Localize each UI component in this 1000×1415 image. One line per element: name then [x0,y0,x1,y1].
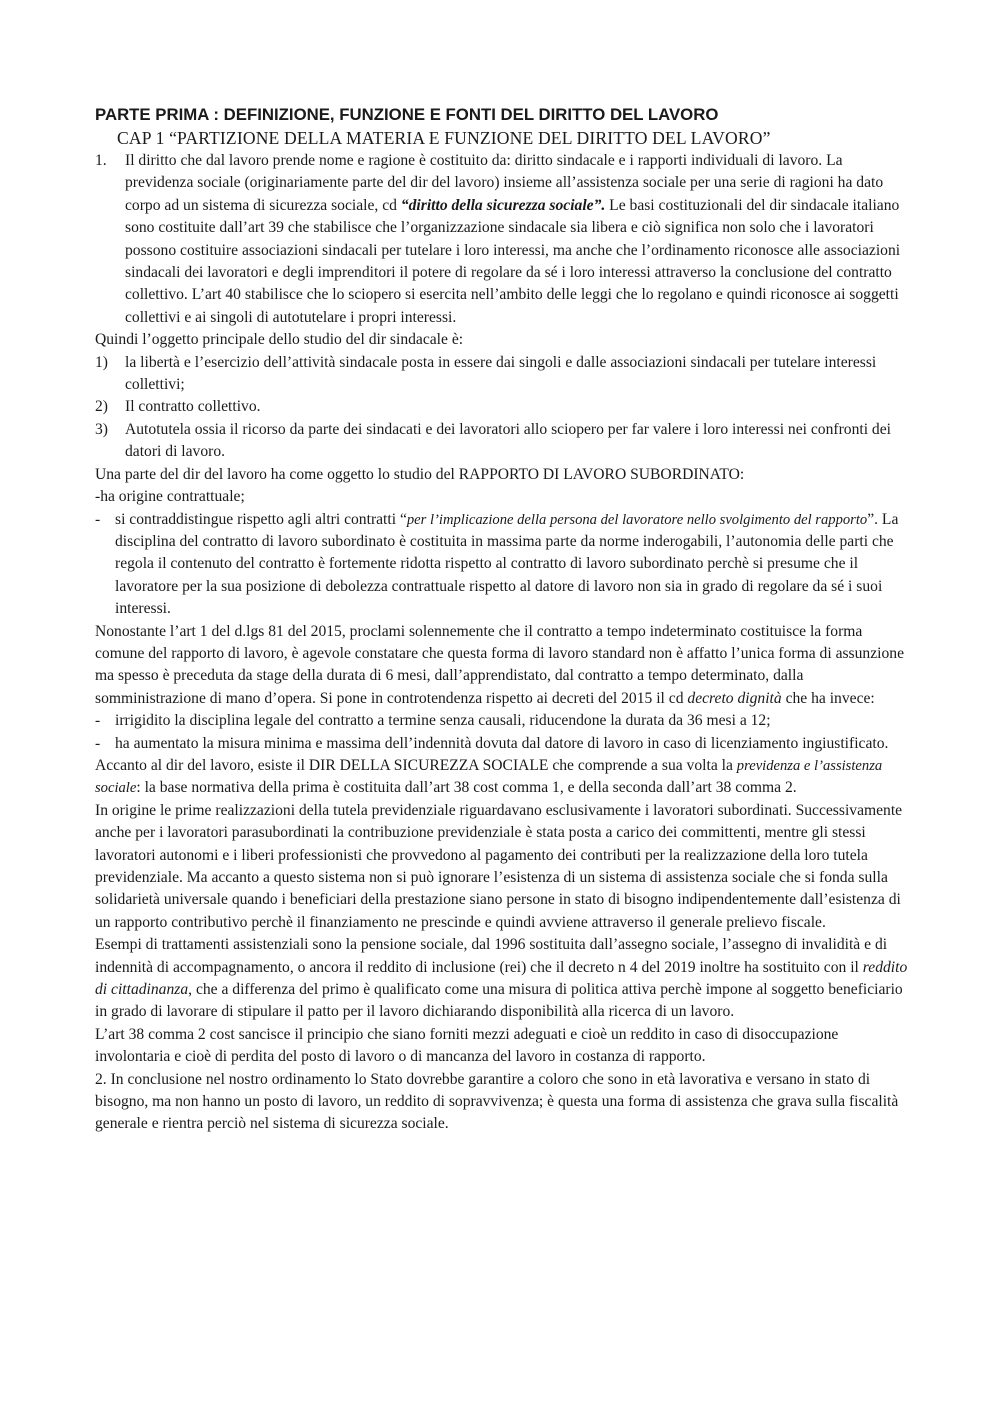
italic-term: previdenza e l’assistenza sociale [95,757,883,797]
paragraph-number: 1. [95,152,107,169]
italic-quote: per l’implicazione della persona del lavoratore nello svolgimento del rapporto [406,511,868,528]
text-run: che ha invece: [781,689,875,707]
paragraph-body [125,150,913,329]
paragraph: 2. In conclusione nel nostro ordinamento lo Stato dovrebbe garantire a coloro che sono in età lavorativa e versano in stato di bisogno, ma non hanno un posto di lavoro, un reddito di sopravvivenza; è questa una forma di assistenza che grava sulla fiscalità generale e rientra perciò nel sistema di sicurezza sociale. [95,1070,899,1133]
dash-item-text: ha aumentato la misura minima e massima dell’indennità dovuta dal datore di lavoro in caso di licenziamento ingiustificato. [115,734,889,752]
dash-item [95,710,913,732]
paragraph: L’art 38 comma 2 cost sancisce il principio che siano forniti mezzi adeguati e cioè un reddito in caso di disoccupazione involontaria e cioè di perdita del posto di lavoro o di mancanza del lavoro in costanza di rapporto. [95,1025,839,1066]
paragraph [95,621,913,711]
list-number: 3) [95,420,108,438]
paragraph [95,934,913,1024]
text-run: Le basi costituzionali del dir sindacale italiano sono costituite dall’art 39 che stabilisce che l’organizzazione sindacale sia libera e ciò significa non solo che i lavoratori possono costituire associazioni sindacali per tutelare i loro interessi, ma anche che l’ordinamento riconosce alle associazioni sindacali dei lavoratori e degli imprenditori il potere di regolare da sé i loro interessi attraverso la conclusione del contratto collettivo. L’art 40 stabilisce che lo sciopero si esercita nell’ambito delle leggi che lo regolano e quindi riconosce ai soggetti collettivi e ai singoli di autotutelare i propri interessi. [125,196,901,326]
list-item-text: Il contratto collettivo. [125,398,261,416]
text-run: , che a differenza del primo è qualificato come una misura di politica attiva perchè impone al soggetto beneficiario in grado di lavorare di stipulare il patto per il lavoro dichiarando disponibilità alla ricerca di un lavoro. [95,981,903,1021]
list-item [95,396,913,418]
list-item [95,352,913,397]
document-page [95,103,913,1136]
text-run: Il diritto che dal lavoro prende nome e ragione è costituito da: diritto sindacale e i rapporti individuali di lavoro. La previdenza sociale (originariamente parte del dir del lavoro) insieme all’assistenza sociale per una serie di ragioni ha dato corpo ad un sistema di sicurezza sociale, cd [125,152,884,214]
paragraph: -ha origine contrattuale; [95,488,245,506]
italic-term: decreto dignità [687,689,782,707]
numbered-paragraph-1 [95,150,913,329]
dash-item [95,509,913,621]
paragraph: Una parte del dir del lavoro ha come oggetto lo studio del RAPPORTO DI LAVORO SUBORDINATO: [95,465,745,483]
paragraph: In origine le prime realizzazioni della tutela previdenziale riguardavano esclusivamente i lavoratori subordinati. Successivamente anche per i lavoratori parasubordinati la contribuzione previdenziale è stata posta a carico dei committenti, mentre gli stessi lavoratori autonomi e i liberi professionisti che provvedono al pagamento dei contributi per la realizzazione della loro tutela previdenziale. Ma accanto a questo sistema non si può ignorare l’esistenza di un sistema di assistenza sociale che si fonda sulla solidarietà universale quando i beneficiari della prestazione siano persone in stato di bisogno indipendentemente dall’esistenza di un rapporto contributivo perchè il finanziamento ne prescinde e quindi avviene attraverso il generale prelievo fiscale. [95,801,903,931]
list-number: 1) [95,353,108,371]
list-item [95,419,913,464]
chapter-heading: CAP 1 “PARTIZIONE DELLA MATERIA E FUNZIONE DEL DIRITTO DEL LAVORO” [117,128,771,148]
list-number: 2) [95,398,108,416]
text-run: : la base normativa della prima è costituita dall’art 38 cost comma 1, e della seconda dall’art 38 comma 2. [136,779,797,797]
italic-term: reddito di cittadinanza [95,958,908,999]
part-heading: PARTE PRIMA : DEFINIZIONE, FUNZIONE E FONTI DEL DIRITTO DEL LAVORO [95,105,719,124]
list-item-text: la libertà e l’esercizio dell’attività sindacale posta in essere dai singoli e dalle associazioni sindacali per tutelare interessi collettivi; [125,353,877,394]
dash-item-text [115,509,913,621]
dash-marker: - [95,712,101,730]
list-item-text: Autotutela ossia il ricorso da parte dei sindacati e dei lavoratori allo sciopero per far valere i loro interessi nei confronti dei datori di lavoro. [125,420,891,461]
text-run: Accanto al dir del lavoro, esiste il DIR DELLA SICUREZZA SOCIALE che comprende a sua volta la [95,756,737,774]
dash-marker: - [95,510,101,528]
dash-marker: - [95,734,101,752]
bold-term: “diritto della sicurezza sociale”. [400,196,606,214]
text-run: Nonostante l’art 1 del d.lgs 81 del 2015, proclami solennemente che il contratto a tempo indeterminato costituisce la forma comune del rapporto di lavoro, è agevole constatare che questa forma di lavoro standard non è affatto l’unica forma di assunzione ma spesso è preceduta da stage della durata di 6 mesi, dall’apprendistato, dal contratto a tempo determinato, dalla somministrazione di mano d’opera. Si pone in controtendenza rispetto ai decreti del 2015 il cd [95,622,904,707]
text-run: ”. La disciplina del contratto di lavoro subordinato è costituita in massima parte da norme inderogabili, l’autonomia delle parti che regola il contenuto del contratto è fortemente ridotta rispetto al contratto di lavoro subordinato perchè si presume che il lavoratore per la sua posizione di debolezza contrattuale rispetto al datore di lavoro non sia in grado di regolare da sé i suoi interessi. [115,510,899,618]
paragraph: Quindi l’oggetto principale dello studio del dir sindacale è: [95,331,464,349]
dash-item-text: irrigidito la disciplina legale del contratto a termine senza causali, riducendone la durata da 36 mesi a 12; [115,712,771,730]
paragraph [95,755,913,800]
text-run: si contraddistingue rispetto agli altri contratti “ [115,510,407,528]
dash-item [95,733,913,755]
text-run: Esempi di trattamenti assistenziali sono la pensione sociale, dal 1996 sostituita dall’assegno sociale, l’assegno di invalidità e di indennità di accompagnamento, o ancora il reddito di inclusione (rei) che il decreto n 4 del 2019 inoltre ha sostituito con il [95,936,888,976]
